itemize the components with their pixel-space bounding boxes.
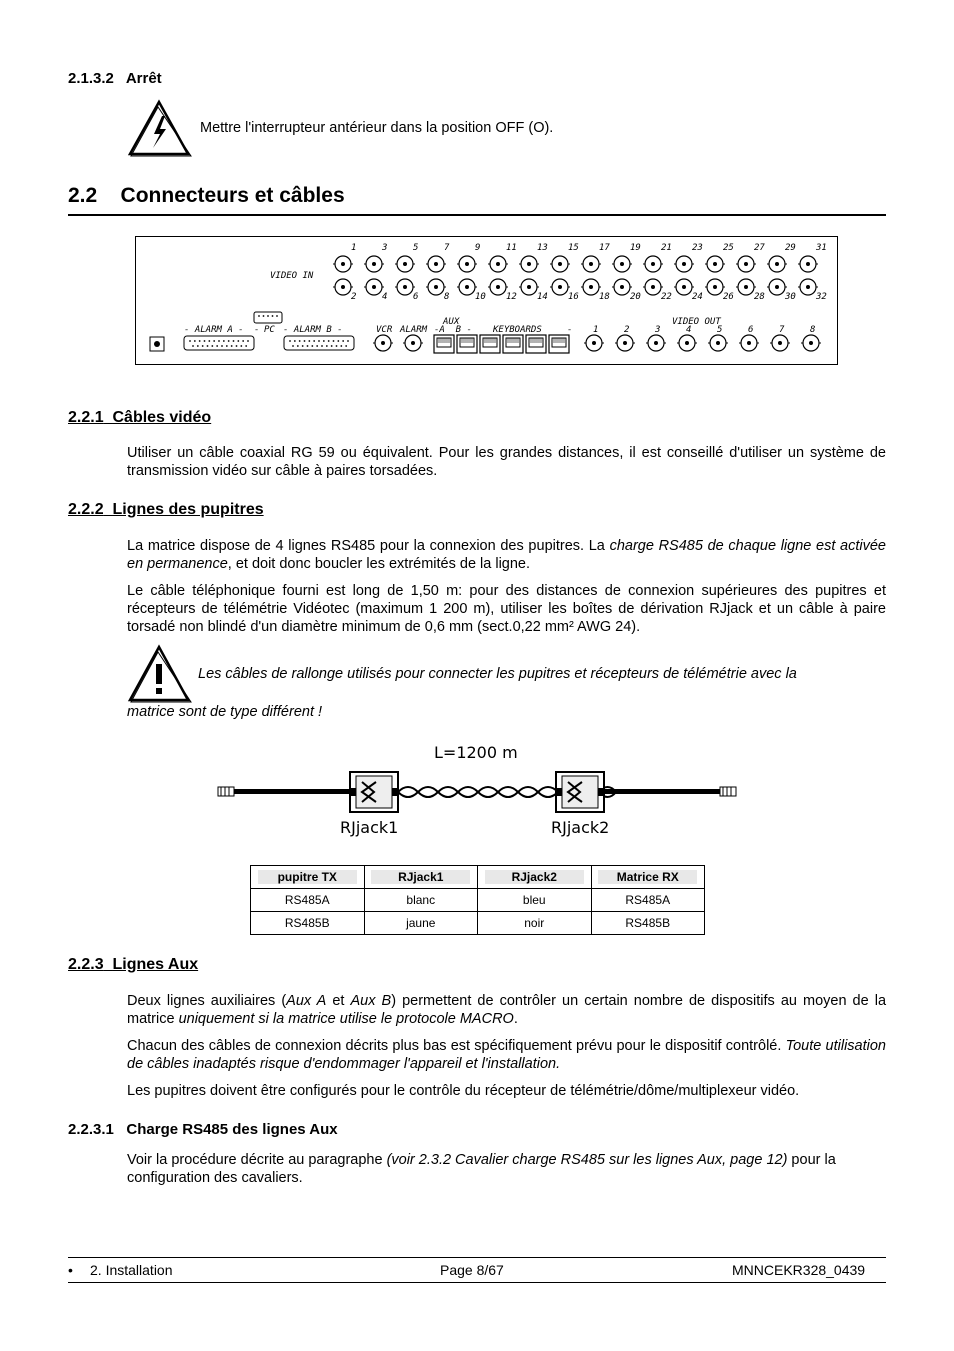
video-out-connector-pin (623, 341, 627, 345)
video-out-connector-pin (747, 341, 751, 345)
alarm-out-connector-pin (411, 341, 415, 345)
table-header-cell (251, 866, 365, 889)
pc-connector (254, 312, 282, 323)
section-heading-222 (68, 501, 264, 519)
italic-run: Aux B (350, 993, 392, 1009)
header-text: Matrice RX (598, 870, 697, 884)
video-in-connector-pin (372, 285, 376, 289)
aux-label: AUX (443, 317, 460, 327)
alarm-a-connector-pin (236, 345, 238, 347)
table-header-cell (364, 866, 478, 889)
video-in-number-odd: 11 (506, 243, 517, 253)
alarm-a-connector-pin (242, 340, 244, 342)
video-in-connector-pin (713, 262, 717, 266)
alarm-a-label: - ALARM A - (184, 325, 244, 335)
paragraph-rs485-lines (127, 537, 886, 573)
header-text: pupitre TX (258, 870, 357, 884)
alarm-a-connector (184, 336, 254, 350)
video-in-connector-pin (341, 262, 345, 266)
video-in-number-odd: 27 (754, 243, 765, 253)
italic-run: Aux A (286, 993, 327, 1009)
section-number: 2.2.3 (68, 956, 104, 973)
rjjack2-label: RJjack2 (551, 818, 610, 837)
table-cell: RS485A (251, 889, 365, 912)
video-in-connector-pin (558, 285, 562, 289)
table-cell: jaune (364, 912, 478, 935)
section-heading-221 (68, 409, 211, 427)
alarm-b-connector-pin (311, 345, 313, 347)
video-in-connector-pin (403, 285, 407, 289)
video-in-number-odd: 9 (475, 243, 481, 253)
video-in-number-odd: 23 (692, 243, 703, 253)
alarm-b-connector-pin (316, 345, 318, 347)
video-out-label: VIDEO OUT (672, 317, 721, 327)
heading-rule (68, 214, 886, 216)
video-in-connector-pin (620, 285, 624, 289)
warning-icon (126, 644, 192, 704)
header-text: RJjack1 (371, 870, 470, 884)
alarm-a-connector-pin (211, 345, 213, 347)
aux-ab-label: -A B - (434, 325, 472, 335)
alarm-b-connector-pin (299, 340, 301, 342)
video-in-connector-pin (527, 285, 531, 289)
footer-rule-top (68, 1257, 886, 1258)
italic-run: Toute utilisation de câbles inadaptés risque d'endommager l'appareil et l'installation. (127, 1038, 886, 1072)
alarm-a-connector-pin (240, 345, 242, 347)
video-in-connector-pin (589, 285, 593, 289)
alarm-a-connector-pin (208, 340, 210, 342)
video-in-number-even: 18 (599, 292, 610, 302)
alarm-a-connector-pin (231, 345, 233, 347)
video-in-connector-pin (775, 262, 779, 266)
table-cell: RS485A (591, 889, 705, 912)
table-row (251, 912, 705, 935)
video-in-connector-pin (651, 285, 655, 289)
video-in-number-odd: 15 (568, 243, 579, 253)
text-run: ) permettent de contrôler un certain nombre de dispositifs au moyen de la matrice (127, 993, 887, 1027)
video-in-number-odd: 19 (630, 243, 641, 253)
table-cell: bleu (478, 889, 592, 912)
pc-label: PC (264, 325, 275, 335)
pc-connector-pin (272, 315, 274, 317)
alarm-b-connector-pin (340, 345, 342, 347)
video-in-connector-pin (496, 262, 500, 266)
rear-panel-diagram (135, 236, 838, 365)
video-in-number-even: 6 (413, 292, 419, 302)
video-in-number-odd: 1 (351, 243, 357, 253)
shutdown-instruction: Mettre l'interrupteur antérieur dans la position OFF (O). (200, 120, 554, 136)
ground-screw (154, 341, 160, 347)
alarm-a-connector-pin (223, 340, 225, 342)
video-in-number-even: 12 (506, 292, 517, 302)
alarm-b-connector-pin (331, 345, 333, 347)
alarm-b-connector (284, 336, 354, 350)
video-in-number-even: 8 (444, 292, 450, 302)
warning-text-line2: matrice sont de type différent ! (127, 704, 323, 720)
section-title: Lignes des pupitres (112, 501, 264, 518)
video-out-number: 7 (779, 325, 785, 335)
table-cell: RS485B (591, 912, 705, 935)
video-out-connector-pin (685, 341, 689, 345)
alarm-a-connector-pin (202, 345, 204, 347)
video-out-connector-pin (716, 341, 720, 345)
video-out-connector-pin (592, 341, 596, 345)
video-in-number-even: 4 (382, 292, 388, 302)
alarm-b-connector-pin (308, 340, 310, 342)
video-in-connector-pin (434, 285, 438, 289)
text-run: Chacun des câbles de connexion décrits plus bas est spécifiquement prévu pour le dispositif contrôlé. (127, 1038, 786, 1054)
video-in-label: VIDEO IN (270, 271, 314, 281)
video-out-number: 6 (748, 325, 754, 335)
section-title: Lignes Aux (112, 956, 199, 973)
alarm-b-label: - ALARM B - (283, 325, 343, 335)
video-in-connector-pin (403, 262, 407, 266)
video-in-number-even: 24 (692, 292, 703, 302)
video-in-number-odd: 5 (413, 243, 419, 253)
text-run: Deux lignes auxiliaires ( (127, 993, 287, 1009)
text-run: La matrice dispose de 4 lignes RS485 pour la connexion des pupitres. La (127, 538, 610, 554)
text-run: pour la configuration des cavaliers. (127, 1152, 836, 1186)
video-in-connector-pin (527, 262, 531, 266)
paragraph-phone-cable: Le câble téléphonique fourni est long de 1,50 m: pour des distances de connexion supérieures des pupitres et récepteurs de télémétrie Vidéotec (maximum 1 200 m), utiliser les boîtes de dérivation RJjack et un câble à paire torsadé non blindé d'un diamètre minimum de 0,6 mm (sect.0,22 mm² AWG 24). (127, 583, 886, 635)
section-heading-2231 (68, 1121, 338, 1138)
alarm-a-connector-pin (197, 345, 199, 347)
alarm-b-connector-pin (313, 340, 315, 342)
section-heading-223 (68, 956, 198, 974)
video-in-number-even: 32 (816, 292, 827, 302)
alarm-a-connector-pin (189, 340, 191, 342)
italic-run: uniquement si la matrice utilise le protocole MACRO (178, 1011, 514, 1027)
paragraph-aux-lines (127, 992, 886, 1028)
text-run: et (326, 993, 351, 1009)
video-in-number-even: 22 (661, 292, 672, 302)
rjjack1-label: RJjack1 (340, 818, 399, 837)
video-out-number: 8 (810, 325, 816, 335)
alarm-a-connector-pin (213, 340, 215, 342)
alarm-b-connector-pin (292, 345, 294, 347)
section-title: Câbles vidéo (112, 409, 212, 426)
section-heading-22 (68, 184, 345, 208)
alarm-a-connector-pin (207, 345, 209, 347)
video-in-connector-pin (744, 285, 748, 289)
footer-rule-bottom (68, 1282, 886, 1283)
alarm-a-connector-pin (216, 345, 218, 347)
video-in-connector-pin (713, 285, 717, 289)
alarm-label: ALARM (400, 325, 428, 335)
video-in-connector-pin (744, 262, 748, 266)
alarm-b-connector-pin (304, 340, 306, 342)
table-header-cell (478, 866, 592, 889)
video-in-connector-pin (589, 262, 593, 266)
video-in-connector-pin (434, 262, 438, 266)
cable-length-label: L=1200 m (434, 743, 518, 762)
video-in-number-odd: 29 (785, 243, 796, 253)
paragraph-connection-cables (127, 1037, 886, 1073)
video-in-number-even: 14 (537, 292, 548, 302)
text-run: , et doit donc boucler les extrémités de la ligne. (227, 556, 531, 572)
paragraph-rs485-aux (127, 1151, 886, 1187)
alarm-a-connector-pin (237, 340, 239, 342)
cable-diagram (216, 768, 740, 818)
video-in-connector-pin (682, 262, 686, 266)
alarm-b-connector-pin (336, 345, 338, 347)
video-in-connector-pin (496, 285, 500, 289)
alarm-a-connector-pin (245, 345, 247, 347)
table-header-cell (591, 866, 705, 889)
alarm-b-connector-pin (318, 340, 320, 342)
video-in-number-odd: 7 (444, 243, 450, 253)
paragraph-video-cables: Utiliser un câble coaxial RG 59 ou équivalent. Pour les grandes distances, il est conseillé d'utiliser un système de transmission vidéo sur câble à paires torsadées. (127, 445, 886, 479)
alarm-b-connector-pin (289, 340, 291, 342)
text-run: Voir la procédure décrite au paragraphe (127, 1152, 387, 1168)
section-number: 2.2.3.1 (68, 1121, 114, 1138)
footer-document-code: MNNCEKR328_0439 (732, 1262, 866, 1278)
footer-chapter: 2. Installation (90, 1262, 173, 1278)
vcr-label: VCR (376, 325, 393, 335)
section-title: Connecteurs et câbles (120, 184, 345, 207)
alarm-a-connector-pin (194, 340, 196, 342)
alarm-b-connector-pin (302, 345, 304, 347)
pc-connector-pin (276, 315, 278, 317)
video-in-number-even: 2 (351, 292, 357, 302)
video-in-connector-pin (651, 262, 655, 266)
footer-page-number: Page 8/67 (440, 1262, 504, 1278)
alarm-b-connector-pin (307, 345, 309, 347)
video-out-number: 5 (717, 325, 723, 335)
keyboards-dash-label: - (567, 325, 573, 335)
vcr-connector-pin (381, 341, 385, 345)
pc-connector-pin (263, 315, 265, 317)
table-cell: RS485B (251, 912, 365, 935)
alarm-b-connector-pin (323, 340, 325, 342)
alarm-a-connector-pin (226, 345, 228, 347)
alarm-a-connector-pin (221, 345, 223, 347)
video-out-connector-pin (654, 341, 658, 345)
cross-reference-link[interactable]: (voir 2.3.2 Cavalier charge RS485 sur les lignes Aux, page 12) (386, 1152, 788, 1168)
alarm-b-connector-pin (333, 340, 335, 342)
video-out-number: 3 (655, 325, 661, 335)
video-in-number-even: 10 (475, 292, 486, 302)
video-in-number-even: 26 (723, 292, 734, 302)
section-heading-2132 (68, 70, 162, 87)
video-in-connector-pin (558, 262, 562, 266)
alarm-b-connector-pin (294, 340, 296, 342)
video-in-connector-pin (620, 262, 624, 266)
video-in-number-even: 16 (568, 292, 579, 302)
video-in-connector-pin (682, 285, 686, 289)
italic-run: charge RS485 de chaque ligne est activée en permanence (127, 538, 886, 572)
alarm-b-connector-pin (321, 345, 323, 347)
video-out-number: 4 (686, 325, 692, 335)
video-in-number-odd: 17 (599, 243, 610, 253)
table-row (251, 889, 705, 912)
pc-connector-pin (258, 315, 260, 317)
video-in-connector-pin (341, 285, 345, 289)
alarm-a-connector-pin (218, 340, 220, 342)
section-title: Arrêt (125, 70, 162, 87)
alarm-a-connector-pin (199, 340, 201, 342)
text-run: . (513, 1011, 518, 1027)
footer-bullet: • (68, 1262, 73, 1278)
alarm-a-connector-pin (233, 340, 235, 342)
video-in-number-even: 20 (630, 292, 641, 302)
section-title: Charge RS485 des lignes Aux (126, 1121, 338, 1138)
section-number: 2.2.1 (68, 409, 104, 426)
table-cell: blanc (364, 889, 478, 912)
alarm-b-connector-pin (337, 340, 339, 342)
section-number: 2.2.2 (68, 501, 104, 518)
video-in-connector-pin (806, 262, 810, 266)
keyboards-label: KEYBOARDS (493, 325, 542, 335)
alarm-a-connector-pin (228, 340, 230, 342)
section-number: 2.1.3.2 (68, 70, 114, 87)
video-in-connector-pin (465, 285, 469, 289)
video-out-connector-pin (778, 341, 782, 345)
video-in-number-odd: 21 (661, 243, 672, 253)
section-number: 2.2 (68, 184, 98, 207)
paragraph-keyboard-config: Les pupitres doivent être configurés pour le contrôle du récepteur de télémétrie/dôme/multiplexeur vidéo. (127, 1083, 800, 1099)
video-in-number-even: 28 (754, 292, 765, 302)
table-cell: noir (478, 912, 592, 935)
video-in-connector-pin (775, 285, 779, 289)
alarm-b-connector-pin (297, 345, 299, 347)
video-in-number-odd: 13 (537, 243, 548, 253)
video-in-number-odd: 3 (382, 243, 388, 253)
video-out-number: 2 (624, 325, 630, 335)
video-in-connector-pin (465, 262, 469, 266)
alarm-b-connector-pin (345, 345, 347, 347)
dash-label: - (254, 325, 260, 335)
warning-text-line1: Les câbles de rallonge utilisés pour connecter les pupitres et récepteurs de télémétrie avec la (198, 666, 797, 682)
alarm-b-connector-pin (326, 345, 328, 347)
electric-hazard-icon (126, 98, 192, 158)
header-text: RJjack2 (485, 870, 584, 884)
video-in-number-odd: 25 (723, 243, 734, 253)
wiring-table (250, 865, 705, 935)
alarm-b-connector-pin (328, 340, 330, 342)
video-out-connector-pin (809, 341, 813, 345)
alarm-b-connector-pin (347, 340, 349, 342)
alarm-a-connector-pin (247, 340, 249, 342)
video-in-number-even: 30 (785, 292, 796, 302)
table-header-row (251, 866, 705, 889)
pc-connector-pin (267, 315, 269, 317)
alarm-a-connector-pin (192, 345, 194, 347)
video-out-number: 1 (593, 325, 599, 335)
video-in-connector-pin (806, 285, 810, 289)
alarm-b-connector-pin (342, 340, 344, 342)
video-in-connector-pin (372, 262, 376, 266)
video-in-number-odd: 31 (816, 243, 827, 253)
alarm-a-connector-pin (204, 340, 206, 342)
